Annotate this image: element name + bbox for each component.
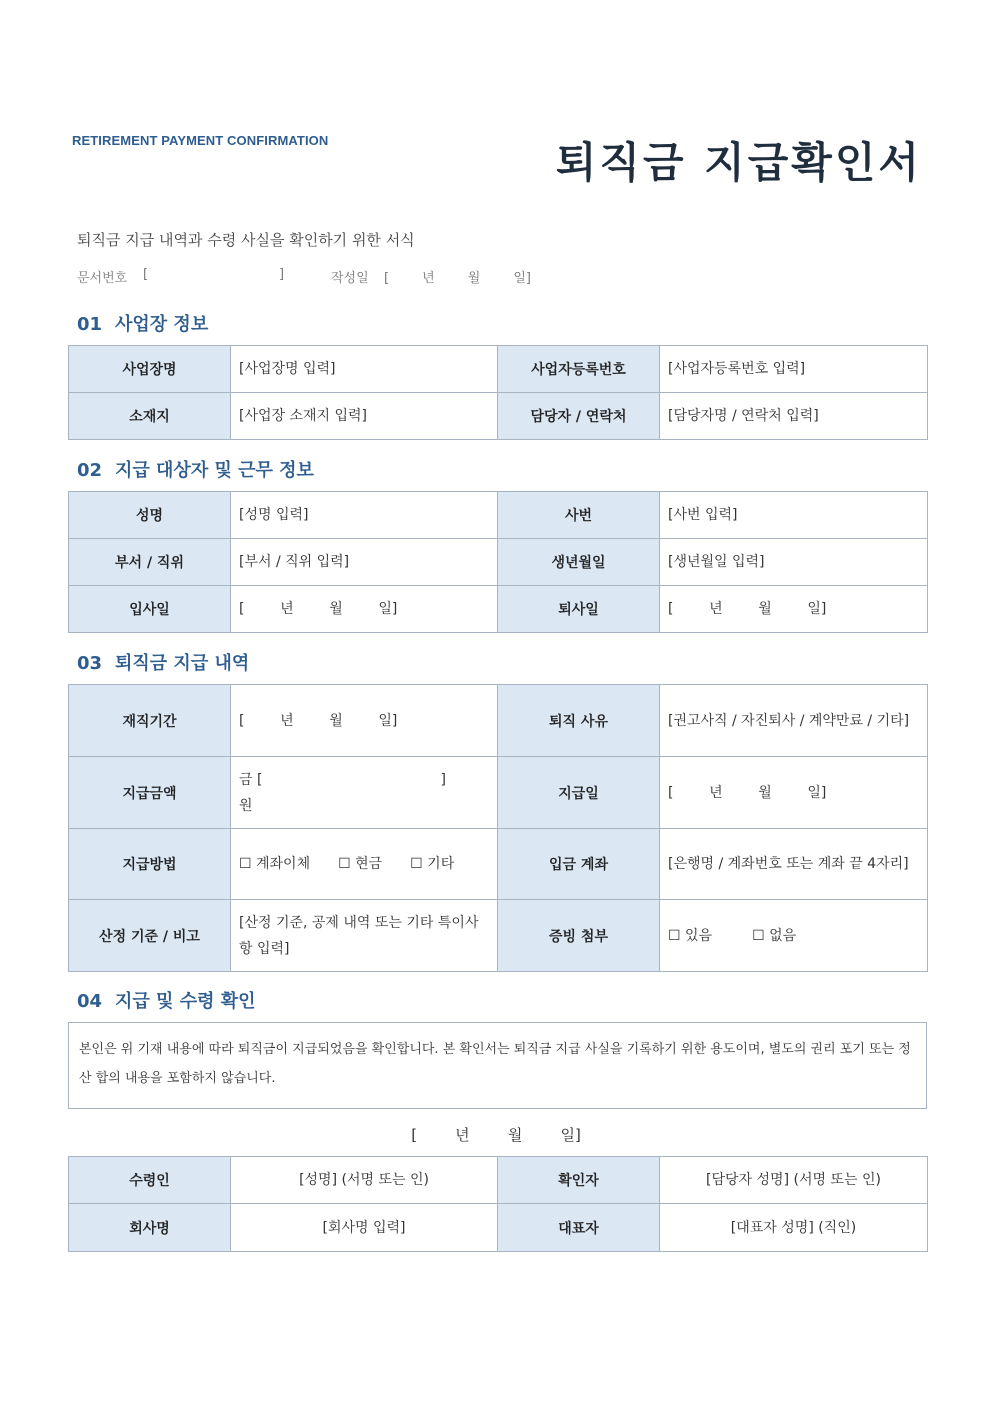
birthdate-label: 생년월일	[498, 539, 660, 586]
payment-date-field[interactable]: [ 년 월 일]	[660, 757, 928, 829]
doc-number-close: ]	[279, 267, 285, 282]
proof-no-checkbox[interactable]: ☐ 없음	[752, 927, 797, 944]
section-number: 04	[77, 991, 103, 1012]
signature-table	[68, 1156, 928, 1252]
confirmation-notice: 본인은 위 기재 내용에 따라 퇴직금이 지급되었음을 확인합니다. 본 확인서는 퇴직금 지급 사실을 기록하기 위한 용도이며, 별도의 권리 포기 또는 정산 합의 내용을 포함하지 않습니다.	[68, 1022, 927, 1109]
section-title: 퇴직금 지급 내역	[115, 653, 250, 674]
business-contact-field[interactable]: [담당자명 / 연락처 입력]	[660, 393, 928, 440]
confirmation-date-field[interactable]: [ 년 월 일]	[411, 1126, 581, 1144]
section-number: 03	[77, 653, 103, 674]
deposit-account-label: 입금 계좌	[498, 829, 660, 900]
created-date-field[interactable]: [ 년 월 일]	[384, 271, 531, 286]
business-name-field[interactable]: [사업장명 입력]	[231, 346, 498, 393]
bank-transfer-checkbox[interactable]: ☐ 계좌이체	[239, 856, 311, 872]
payment-date-label: 지급일	[498, 757, 660, 829]
business-contact-label: 담당자 / 연락처	[498, 393, 660, 440]
join-date-label: 입사일	[69, 586, 231, 633]
page-title: 퇴직금 지급확인서	[555, 138, 922, 187]
english-title: RETIREMENT PAYMENT CONFIRMATION	[72, 133, 329, 148]
section-title: 지급 및 수령 확인	[115, 991, 256, 1012]
business-info-table	[68, 345, 928, 440]
deposit-account-field[interactable]: [은행명 / 계좌번호 또는 계좌 끝 4자리]	[660, 829, 928, 900]
leave-date-field[interactable]: [ 년 월 일]	[660, 586, 928, 633]
payment-method-label: 지급방법	[69, 829, 231, 900]
section-number: 02	[77, 460, 103, 481]
business-reg-field[interactable]: [사업자등록번호 입력]	[660, 346, 928, 393]
join-date-field[interactable]: [ 년 월 일]	[231, 586, 498, 633]
leave-date-label: 퇴사일	[498, 586, 660, 633]
payment-method-options	[231, 829, 498, 900]
business-address-field[interactable]: [사업장 소재지 입력]	[231, 393, 498, 440]
ceo-label: 대표자	[498, 1204, 660, 1252]
calculation-basis-label: 산정 기준 / 비고	[69, 900, 231, 972]
payment-amount-label: 지급금액	[69, 757, 231, 829]
business-address-label: 소재지	[69, 393, 231, 440]
service-period-label: 재직기간	[69, 685, 231, 757]
employee-name-field[interactable]: [성명 입력]	[231, 492, 498, 539]
section-heading-business	[77, 310, 208, 336]
proof-yes-checkbox[interactable]: ☐ 있음	[668, 927, 713, 944]
business-name-label: 사업장명	[69, 346, 231, 393]
payment-amount-line: 금 [ ]	[239, 771, 446, 788]
cash-checkbox[interactable]: ☐ 현금	[338, 856, 383, 872]
receiver-signature-field[interactable]: [성명] (서명 또는 인)	[231, 1157, 498, 1204]
payment-amount-field[interactable]	[231, 757, 498, 829]
created-date-label: 작성일	[331, 271, 369, 286]
doc-number-label: 문서번호	[77, 271, 128, 286]
section-title: 사업장 정보	[115, 314, 209, 335]
employee-number-label: 사번	[498, 492, 660, 539]
payment-amount-unit: 원	[239, 797, 253, 814]
service-period-field[interactable]: [ 년 월 일]	[231, 685, 498, 757]
employee-info-table	[68, 491, 928, 633]
checker-label: 확인자	[498, 1157, 660, 1204]
section-heading-payment	[77, 649, 249, 675]
retirement-reason-field[interactable]: [권고사직 / 자진퇴사 / 계약만료 / 기타]	[660, 685, 928, 757]
employee-name-label: 성명	[69, 492, 231, 539]
company-name-field[interactable]: [회사명 입력]	[231, 1204, 498, 1252]
page-subtitle: 퇴직금 지급 내역과 수령 사실을 확인하기 위한 서식	[77, 231, 415, 249]
retirement-reason-label: 퇴직 사유	[498, 685, 660, 757]
company-name-label: 회사명	[69, 1204, 231, 1252]
ceo-signature-field[interactable]: [대표자 성명] (직인)	[660, 1204, 928, 1252]
receiver-label: 수령인	[69, 1157, 231, 1204]
doc-number-open[interactable]: [	[143, 267, 149, 282]
proof-attachment-options	[660, 900, 928, 972]
birthdate-field[interactable]: [생년월일 입력]	[660, 539, 928, 586]
document-meta	[77, 267, 777, 287]
business-reg-label: 사업자등록번호	[498, 346, 660, 393]
section-heading-employee	[77, 456, 314, 482]
checker-signature-field[interactable]: [담당자 성명] (서명 또는 인)	[660, 1157, 928, 1204]
section-title: 지급 대상자 및 근무 정보	[115, 460, 314, 481]
calculation-basis-field[interactable]: [산정 기준, 공제 내역 또는 기타 특이사항 입력]	[231, 900, 498, 972]
proof-attachment-label: 증빙 첨부	[498, 900, 660, 972]
other-method-checkbox[interactable]: ☐ 기타	[410, 856, 455, 872]
section-heading-confirm	[77, 987, 256, 1013]
payment-details-table	[68, 684, 928, 972]
employee-number-field[interactable]: [사번 입력]	[660, 492, 928, 539]
department-field[interactable]: [부서 / 직위 입력]	[231, 539, 498, 586]
department-label: 부서 / 직위	[69, 539, 231, 586]
section-number: 01	[77, 314, 103, 335]
